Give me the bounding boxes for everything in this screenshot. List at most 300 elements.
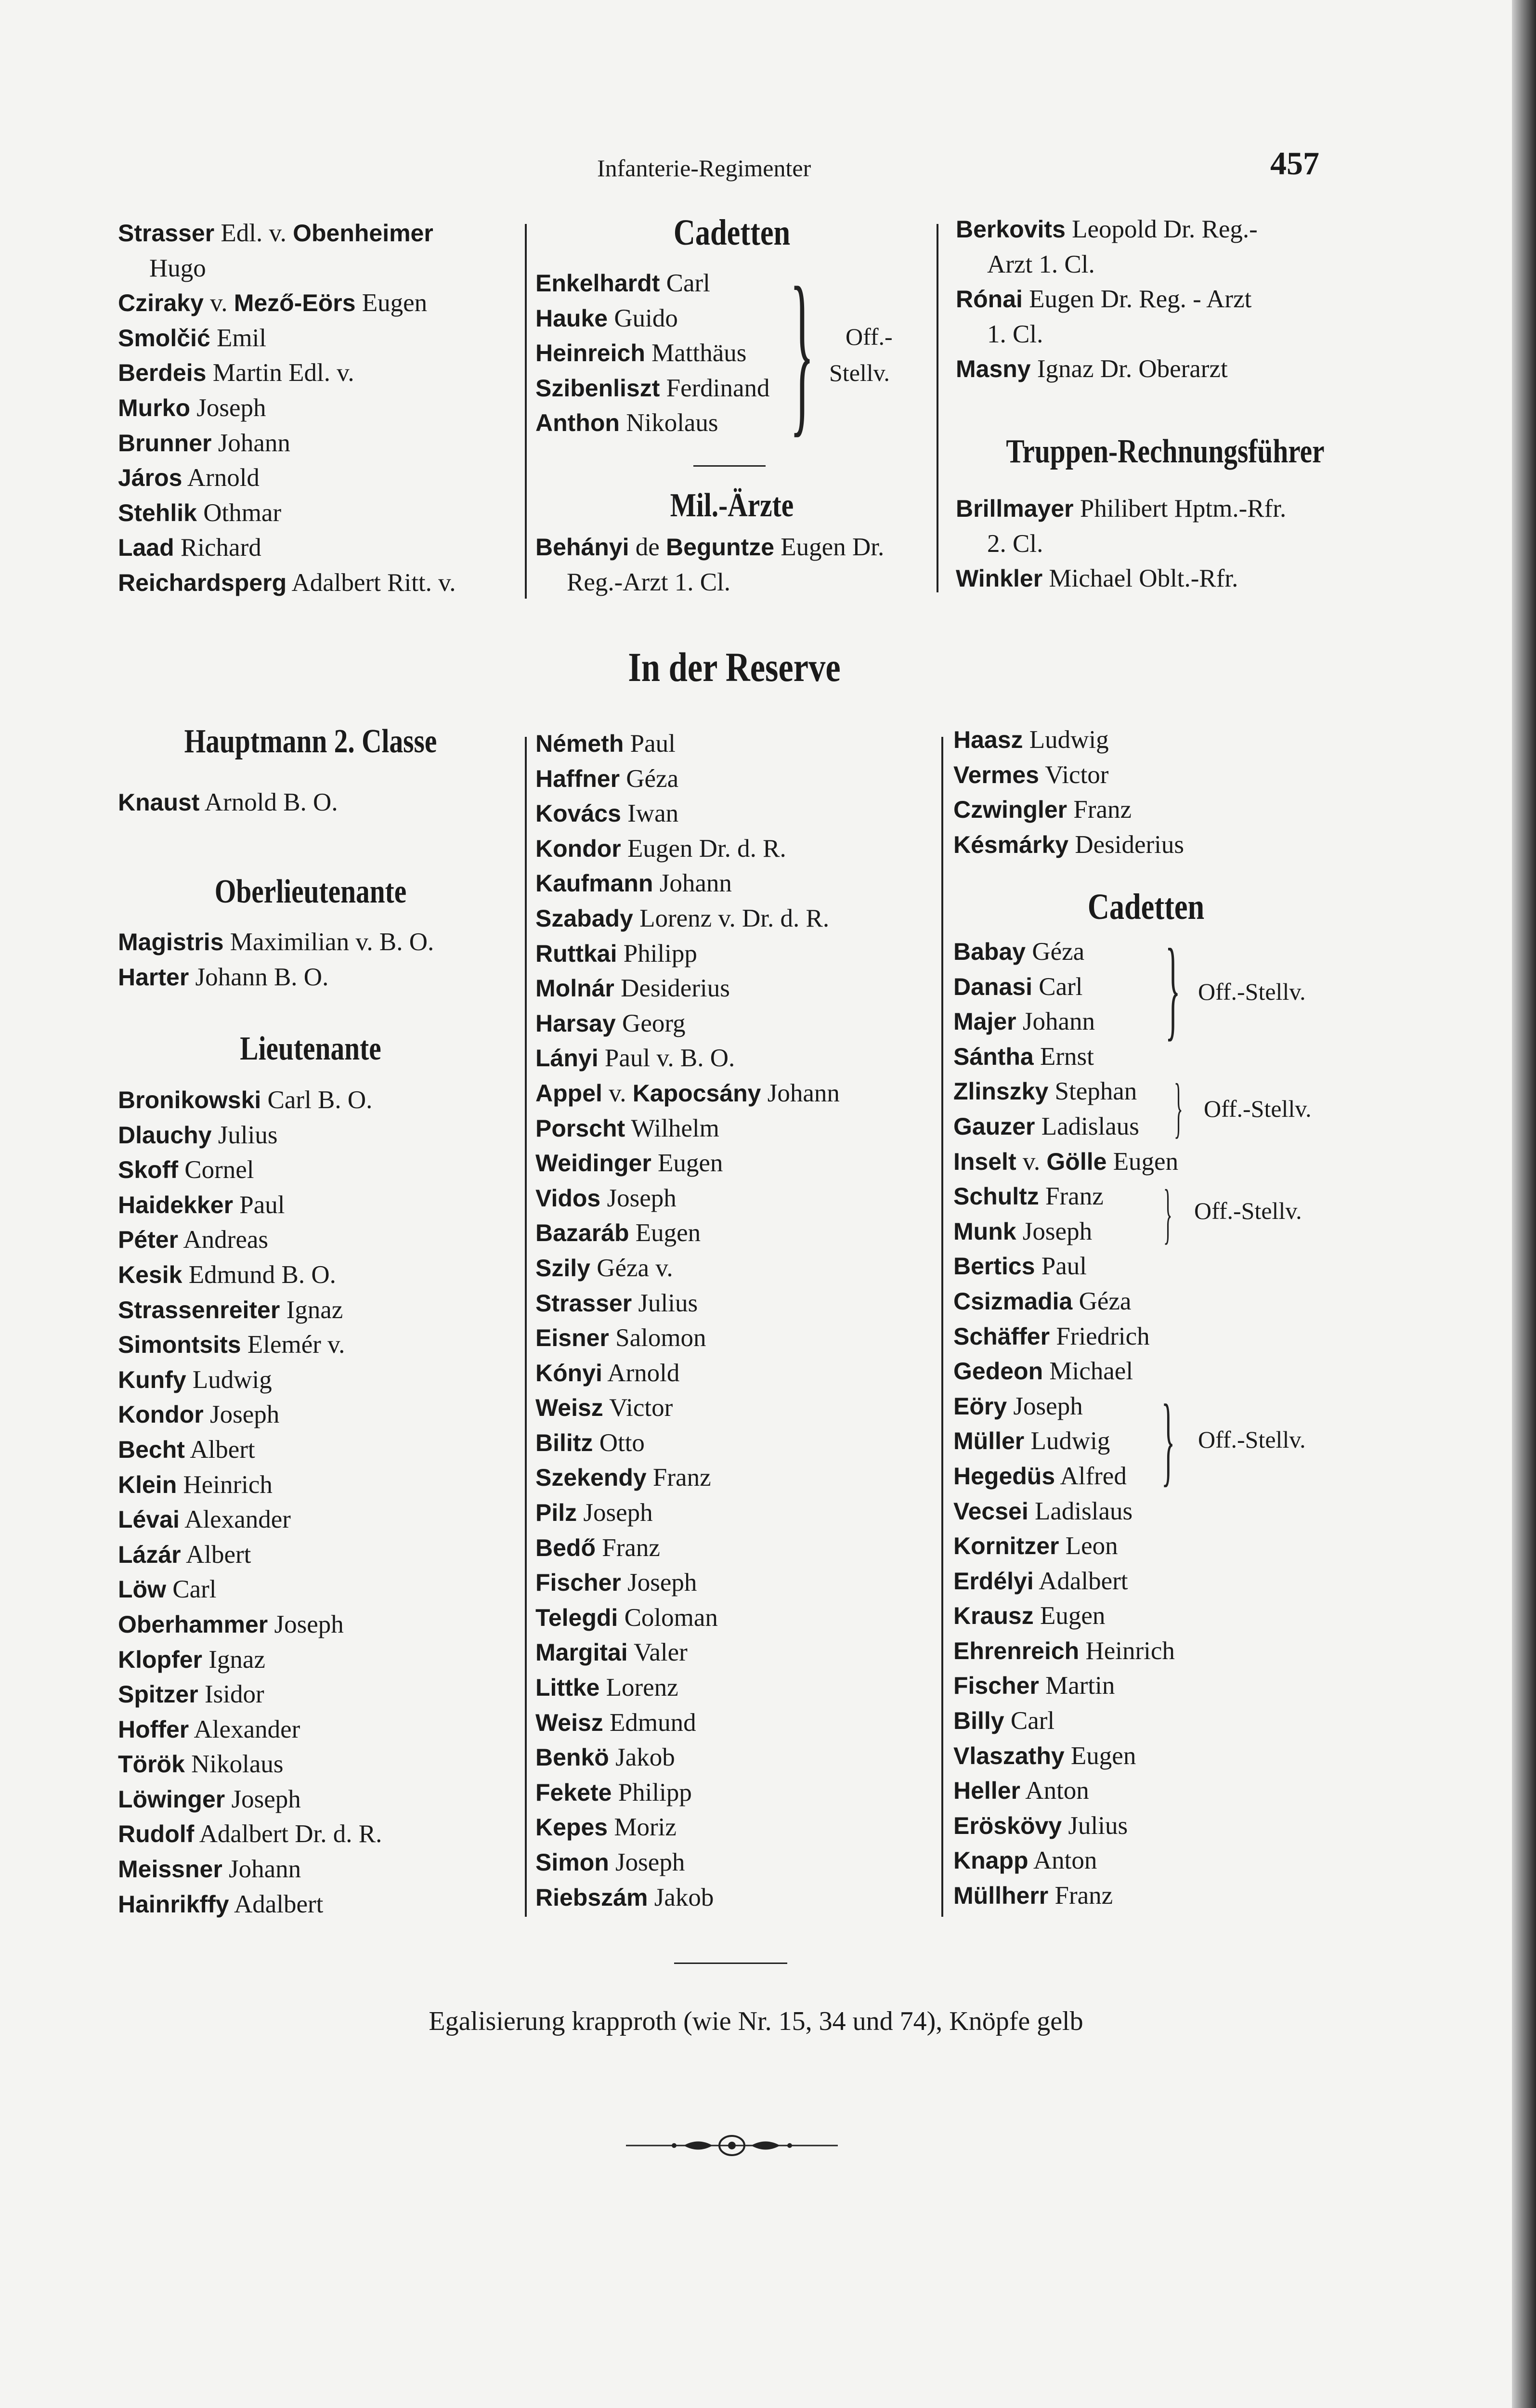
surname: Berdeis bbox=[118, 359, 207, 387]
given-name: Franz bbox=[596, 1533, 660, 1562]
roster-entry bbox=[953, 758, 1184, 793]
given-name: Julius bbox=[632, 1289, 698, 1317]
given-name: Victor bbox=[603, 1394, 673, 1422]
truppen-list bbox=[956, 491, 1286, 596]
oberlt-list bbox=[118, 925, 434, 995]
surname: Müller bbox=[953, 1427, 1025, 1455]
surname: Babay bbox=[953, 938, 1026, 965]
surname: Knapp bbox=[953, 1847, 1028, 1874]
roster-entry bbox=[953, 1319, 1178, 1354]
given-name: Georg bbox=[615, 1009, 686, 1037]
given-name: Eugen Dr. d. R. bbox=[621, 834, 786, 863]
surname: Molnár bbox=[535, 975, 614, 1002]
roster-entry bbox=[118, 1083, 382, 1118]
given-name: Wilhelm bbox=[625, 1114, 719, 1142]
page-edge bbox=[1512, 0, 1536, 2408]
given-name: Nikolaus bbox=[184, 1750, 284, 1779]
given-name: Nikolaus bbox=[619, 409, 718, 437]
roster-entry bbox=[118, 1712, 382, 1747]
surname: Enkelhardt bbox=[535, 270, 660, 297]
given-name: Ludwig bbox=[186, 1365, 272, 1394]
top-column-1 bbox=[118, 216, 456, 601]
given-name: Paul bbox=[624, 730, 676, 758]
surname: Kepes bbox=[535, 1814, 608, 1841]
surname: Hainrikffy bbox=[118, 1890, 229, 1918]
given-name: Joseph bbox=[203, 1400, 280, 1429]
given-name: Eugen Dr. bbox=[774, 533, 885, 561]
given-name: Leon bbox=[1059, 1532, 1118, 1560]
given-name: v. bbox=[602, 1079, 633, 1107]
surname: Klein bbox=[118, 1471, 177, 1498]
roster-entry bbox=[535, 1775, 840, 1810]
given-name: Eugen bbox=[1033, 1602, 1106, 1630]
surname: Oberhammer bbox=[118, 1610, 268, 1638]
surname: Járos bbox=[118, 464, 182, 492]
given-name: Ladislaus bbox=[1035, 1112, 1139, 1140]
roster-entry bbox=[535, 565, 884, 600]
surname: Löw bbox=[118, 1576, 166, 1603]
roster-entry bbox=[118, 286, 456, 321]
given-name: Jakob bbox=[648, 1883, 714, 1911]
roster-entry bbox=[118, 1782, 382, 1817]
given-name: Martin bbox=[1039, 1672, 1115, 1700]
roster-entry bbox=[953, 827, 1184, 863]
brace-icon: } bbox=[1174, 1070, 1183, 1145]
surname: Meissner bbox=[118, 1856, 222, 1883]
surname: Kapocsány bbox=[632, 1079, 761, 1107]
roster-entry bbox=[535, 1845, 840, 1880]
surname: Vidos bbox=[535, 1184, 601, 1212]
roster-entry bbox=[953, 1773, 1178, 1808]
brace-label: Off.-Stellv. bbox=[1194, 1197, 1302, 1224]
surname: Strassenreiter bbox=[118, 1296, 280, 1323]
given-name: Albert bbox=[184, 1435, 255, 1464]
reserve-section bbox=[510, 643, 958, 691]
surname: Appel bbox=[535, 1079, 602, 1107]
given-name: Johann bbox=[222, 1855, 301, 1884]
given-name: v. bbox=[203, 289, 234, 317]
given-name: Hugo bbox=[149, 254, 206, 282]
given-name: Heinrich bbox=[177, 1470, 273, 1499]
surname: Strasser bbox=[118, 220, 215, 247]
roster-entry bbox=[535, 1565, 840, 1600]
surname: Munk bbox=[953, 1217, 1016, 1245]
given-name: de bbox=[629, 533, 666, 561]
roster-entry bbox=[118, 496, 456, 531]
given-name: Joseph bbox=[1007, 1392, 1083, 1420]
roster-entry bbox=[535, 1076, 840, 1111]
given-name: Julius bbox=[1062, 1811, 1128, 1840]
surname: Beguntze bbox=[666, 534, 775, 561]
roster-entry bbox=[953, 1739, 1178, 1774]
roster-entry bbox=[118, 426, 456, 461]
given-name: Carl B. O. bbox=[261, 1086, 373, 1114]
given-name: Carl bbox=[166, 1575, 217, 1604]
given-name: Iwan bbox=[621, 799, 679, 828]
roster-entry bbox=[535, 1705, 840, 1741]
given-name: Ferdinand bbox=[660, 374, 770, 402]
given-name: Philipp bbox=[612, 1778, 692, 1806]
surname: Becht bbox=[118, 1436, 185, 1463]
surname: Rudolf bbox=[118, 1820, 195, 1848]
roster-entry bbox=[535, 1531, 840, 1566]
roster-entry bbox=[535, 831, 840, 866]
surname: Schultz bbox=[953, 1183, 1039, 1210]
roster-entry bbox=[953, 1668, 1178, 1703]
surname: Porscht bbox=[535, 1114, 625, 1142]
roster-entry bbox=[118, 1747, 382, 1782]
surname: Ehrenreich bbox=[953, 1637, 1080, 1664]
roster-entry bbox=[535, 371, 770, 406]
surname: Kovács bbox=[535, 800, 621, 827]
given-name: Desiderius bbox=[614, 974, 730, 1003]
surname: Fischer bbox=[535, 1569, 621, 1597]
surname: Brunner bbox=[118, 429, 212, 457]
surname: Winkler bbox=[956, 565, 1043, 592]
roster-entry bbox=[118, 251, 456, 286]
surname: Kondor bbox=[118, 1401, 204, 1428]
given-name: Johann bbox=[211, 429, 290, 457]
surname: Murko bbox=[118, 394, 190, 421]
brace-label: Off.-Stellv. bbox=[1204, 1095, 1312, 1122]
surname: Anthon bbox=[535, 409, 620, 437]
roster-entry bbox=[118, 925, 434, 960]
roster-entry bbox=[535, 1880, 840, 1915]
surname: Harter bbox=[118, 963, 189, 991]
surname: Klopfer bbox=[118, 1646, 202, 1673]
given-name: Eugen bbox=[651, 1149, 723, 1178]
roster-entry bbox=[535, 1426, 840, 1461]
roster-entry bbox=[118, 1397, 382, 1432]
given-name: Lorenz v. Dr. d. R. bbox=[633, 904, 830, 932]
surname: Lévai bbox=[118, 1506, 180, 1533]
surname: Harsay bbox=[535, 1009, 616, 1037]
given-name: Joseph bbox=[621, 1569, 697, 1597]
surname: Weidinger bbox=[535, 1150, 651, 1177]
roster-entry bbox=[953, 1843, 1178, 1878]
footer-note: Egalisierung krapproth (wie Nr. 15, 34 und 74), Knöpfe gelb bbox=[429, 2006, 1083, 2036]
surname: Hauke bbox=[535, 304, 608, 332]
roster-entry bbox=[535, 301, 770, 336]
top-column-2 bbox=[530, 212, 934, 254]
roster-entry bbox=[535, 901, 840, 936]
running-header: Infanterie-Regimenter bbox=[597, 155, 811, 182]
surname: Margitai bbox=[535, 1639, 628, 1666]
surname: Sántha bbox=[953, 1043, 1034, 1070]
given-name: Edl. v. bbox=[214, 219, 293, 247]
surname: Benkö bbox=[535, 1744, 609, 1771]
surname: Weisz bbox=[535, 1394, 603, 1422]
surname: Bertics bbox=[953, 1253, 1035, 1280]
given-name: Eugen bbox=[1064, 1741, 1136, 1770]
surname: Németh bbox=[535, 730, 624, 757]
given-name: Johann bbox=[1016, 1008, 1095, 1036]
roster-entry bbox=[953, 1109, 1178, 1144]
roster-entry bbox=[118, 565, 456, 601]
given-name: Andreas bbox=[178, 1226, 269, 1254]
roster-entry bbox=[956, 317, 1258, 352]
surname: Vermes bbox=[953, 761, 1039, 788]
surname: Stehlik bbox=[118, 499, 197, 526]
reserve-heading: In der Reserve bbox=[628, 644, 841, 690]
given-name: Desiderius bbox=[1068, 830, 1184, 859]
surname: Eöry bbox=[953, 1392, 1007, 1420]
given-name: Adalbert Dr. d. R. bbox=[194, 1820, 382, 1848]
given-name: Joseph bbox=[225, 1785, 301, 1813]
surname: Masny bbox=[956, 355, 1031, 383]
given-name: Arnold B. O. bbox=[199, 788, 338, 816]
given-name: Lorenz bbox=[599, 1674, 678, 1702]
surname: Eröskövy bbox=[953, 1812, 1062, 1839]
surname: Smolčić bbox=[118, 324, 210, 352]
surname: Vlaszathy bbox=[953, 1742, 1065, 1769]
given-name: Emil bbox=[210, 324, 267, 352]
roster-entry bbox=[118, 1432, 382, 1467]
given-name: Julius bbox=[211, 1121, 278, 1149]
roster-entry bbox=[118, 1677, 382, 1712]
roster-entry bbox=[535, 796, 840, 831]
brace-icon: } bbox=[790, 250, 815, 453]
surname: Kaufmann bbox=[535, 870, 653, 897]
brace-label: Off.-Stellv. bbox=[1198, 978, 1306, 1005]
brace-icon: } bbox=[1165, 926, 1181, 1051]
surname: Krausz bbox=[953, 1602, 1034, 1630]
given-name: Adalbert bbox=[1033, 1567, 1128, 1595]
lt-heading: Lieutenante bbox=[240, 1030, 381, 1067]
surname: Török bbox=[118, 1751, 185, 1778]
roster-entry bbox=[535, 1041, 840, 1076]
roster-entry bbox=[953, 1389, 1178, 1424]
short-divider bbox=[693, 465, 766, 467]
reserve-cadetten-list bbox=[953, 934, 1178, 1913]
roster-entry bbox=[535, 1146, 840, 1181]
roster-entry bbox=[118, 1502, 382, 1537]
surname: Rónai bbox=[956, 286, 1023, 313]
given-name: Cornel bbox=[178, 1156, 254, 1184]
surname: Lányi bbox=[535, 1045, 599, 1072]
given-name: Victor bbox=[1039, 760, 1109, 789]
given-name: Richard bbox=[174, 534, 261, 562]
reserve-column-2 bbox=[535, 726, 840, 1915]
surname: Eisner bbox=[535, 1324, 609, 1352]
roster-entry bbox=[118, 216, 456, 251]
roster-entry bbox=[535, 971, 840, 1006]
roster-entry bbox=[535, 1460, 840, 1495]
surname: Schäffer bbox=[953, 1322, 1050, 1350]
cadetten-list bbox=[535, 266, 770, 441]
given-name: Adalbert Ritt. v. bbox=[286, 568, 456, 597]
given-name: Alfred bbox=[1055, 1462, 1127, 1490]
given-name: Franz bbox=[646, 1464, 711, 1492]
roster-entry bbox=[118, 1222, 382, 1257]
roster-entry bbox=[535, 1181, 840, 1216]
given-name: Paul bbox=[1035, 1252, 1087, 1281]
surname: Weisz bbox=[535, 1709, 603, 1736]
given-name: Othmar bbox=[196, 498, 282, 527]
given-name: Alexander bbox=[179, 1505, 291, 1534]
roster-entry bbox=[118, 1852, 382, 1887]
given-name: Paul v. B. O. bbox=[598, 1044, 735, 1073]
column-divider bbox=[525, 737, 527, 1917]
surname: Riebszám bbox=[535, 1884, 648, 1911]
surname: Péter bbox=[118, 1226, 179, 1254]
surname: Spitzer bbox=[118, 1681, 198, 1708]
column-divider bbox=[937, 224, 938, 592]
roster-entry bbox=[535, 761, 840, 797]
surname: Simontsits bbox=[118, 1331, 241, 1359]
surname: Heller bbox=[953, 1777, 1020, 1805]
surname: Hegedüs bbox=[953, 1462, 1055, 1490]
ornament-icon bbox=[626, 2129, 838, 2162]
given-name: Edmund B. O. bbox=[182, 1260, 336, 1289]
roster-entry bbox=[956, 352, 1258, 387]
roster-entry bbox=[535, 1111, 840, 1146]
given-name: Heinrich bbox=[1079, 1636, 1175, 1665]
given-name: Ludwig bbox=[1024, 1427, 1110, 1455]
roster-entry bbox=[953, 792, 1184, 827]
mil-aerzte-heading: Mil.-Ärzte bbox=[670, 487, 794, 524]
given-name: Isidor bbox=[198, 1680, 264, 1709]
given-name: Coloman bbox=[618, 1603, 718, 1632]
given-name: Ernst bbox=[1033, 1042, 1094, 1071]
surname: Littke bbox=[535, 1674, 600, 1701]
brace-label-off: Off.- bbox=[846, 323, 893, 350]
roster-entry bbox=[118, 1327, 382, 1362]
surname: Fekete bbox=[535, 1779, 612, 1806]
given-name: Carl bbox=[660, 269, 710, 297]
roster-entry bbox=[535, 530, 884, 565]
given-name: Moriz bbox=[608, 1813, 677, 1842]
given-name: Friedrich bbox=[1050, 1322, 1150, 1350]
surname: Strasser bbox=[535, 1289, 632, 1317]
surname: Kornitzer bbox=[953, 1532, 1059, 1560]
surname: Szily bbox=[535, 1254, 590, 1282]
roster-entry bbox=[535, 266, 770, 301]
surname: Laad bbox=[118, 534, 174, 562]
roster-entry bbox=[535, 866, 840, 901]
given-name: Albert bbox=[181, 1540, 251, 1569]
given-name: Géza bbox=[620, 764, 679, 793]
given-name: Guido bbox=[608, 304, 678, 332]
roster-entry bbox=[953, 1354, 1178, 1389]
given-name: 2. Cl. bbox=[987, 529, 1043, 558]
surname: Müllherr bbox=[953, 1882, 1049, 1910]
given-name: Michael Oblt.-Rfr. bbox=[1042, 564, 1238, 593]
given-name: Joseph bbox=[600, 1184, 677, 1212]
lt-list bbox=[118, 1083, 382, 1922]
given-name: Arnold bbox=[602, 1359, 680, 1387]
surname: Inselt bbox=[953, 1148, 1016, 1175]
given-name: Johann bbox=[653, 869, 732, 898]
roster-entry bbox=[535, 1216, 840, 1251]
surname: Czwingler bbox=[953, 796, 1067, 824]
surname: Dlauchy bbox=[118, 1121, 212, 1149]
roster-entry bbox=[535, 336, 770, 371]
roster-entry bbox=[118, 1118, 382, 1153]
roster-entry bbox=[953, 1878, 1178, 1913]
surname: Heinreich bbox=[535, 340, 645, 367]
roster-entry bbox=[953, 934, 1178, 969]
roster-entry bbox=[118, 1257, 382, 1293]
given-name: Eugen Dr. Reg. - Arzt bbox=[1022, 285, 1252, 314]
given-name: Adalbert bbox=[229, 1890, 324, 1918]
given-name: Carl bbox=[1032, 972, 1083, 1001]
surname: Szekendy bbox=[535, 1464, 647, 1492]
top-column-3 bbox=[956, 212, 1258, 387]
roster-entry bbox=[953, 1004, 1178, 1039]
roster-entry bbox=[953, 1424, 1178, 1459]
roster-entry bbox=[118, 1887, 382, 1922]
roster-entry bbox=[953, 1564, 1178, 1599]
roster-entry bbox=[953, 1284, 1178, 1319]
roster-entry bbox=[535, 1286, 840, 1321]
roster-entry bbox=[535, 406, 770, 441]
surname: Fischer bbox=[953, 1672, 1039, 1700]
truppen-section bbox=[944, 432, 1387, 471]
roster-entry bbox=[953, 1459, 1178, 1494]
roster-entry bbox=[956, 491, 1286, 526]
roster-entry bbox=[118, 355, 456, 391]
surname: Erdélyi bbox=[953, 1567, 1034, 1595]
surname: Pilz bbox=[535, 1499, 577, 1527]
roster-entry bbox=[953, 1144, 1178, 1179]
given-name: v. bbox=[1016, 1147, 1047, 1176]
roster-entry bbox=[118, 1152, 382, 1188]
roster-entry bbox=[535, 1390, 840, 1426]
given-name: Matthäus bbox=[645, 339, 747, 367]
roster-entry bbox=[953, 1808, 1178, 1844]
hauptmann-section bbox=[96, 722, 525, 761]
given-name: Joseph bbox=[609, 1848, 685, 1876]
given-name: Géza bbox=[1026, 938, 1085, 966]
given-name: Franz bbox=[1039, 1182, 1104, 1211]
hauptmann-heading: Hauptmann 2. Classe bbox=[184, 723, 437, 760]
roster-entry bbox=[535, 1635, 840, 1670]
roster-entry bbox=[118, 1188, 382, 1223]
given-name: Johann bbox=[761, 1079, 840, 1107]
surname: Kesik bbox=[118, 1261, 182, 1288]
surname: Mező-Eörs bbox=[234, 289, 356, 317]
surname: Gölle bbox=[1046, 1148, 1107, 1175]
given-name: Eugen bbox=[355, 289, 428, 317]
surname: Löwinger bbox=[118, 1785, 225, 1813]
surname: Csizmadia bbox=[953, 1287, 1073, 1315]
reserve-column-3 bbox=[953, 722, 1184, 862]
surname: Késmárky bbox=[953, 831, 1069, 858]
given-name: Alexander bbox=[189, 1715, 300, 1743]
short-divider bbox=[674, 1963, 787, 1964]
given-name: Franz bbox=[1048, 1882, 1113, 1910]
roster-entry bbox=[953, 1179, 1178, 1214]
given-name: Eugen bbox=[1106, 1147, 1179, 1176]
surname: Szabady bbox=[535, 904, 633, 932]
roster-entry bbox=[956, 526, 1286, 562]
given-name: Jakob bbox=[609, 1743, 675, 1772]
roster-entry bbox=[118, 1537, 382, 1572]
surname: Simon bbox=[535, 1849, 609, 1876]
given-name: Philibert Hptm.-Rfr. bbox=[1073, 495, 1287, 523]
roster-entry bbox=[118, 391, 456, 426]
given-name: Johann B. O. bbox=[189, 963, 329, 991]
surname: Bazaráb bbox=[535, 1219, 629, 1247]
given-name: Arnold bbox=[182, 464, 260, 492]
roster-entry bbox=[953, 1703, 1178, 1739]
surname: Bilitz bbox=[535, 1429, 593, 1456]
roster-entry bbox=[118, 1293, 382, 1328]
given-name: Elemér v. bbox=[241, 1331, 345, 1359]
surname: Haidekker bbox=[118, 1191, 234, 1218]
cadetten-heading: Cadetten bbox=[673, 212, 791, 253]
